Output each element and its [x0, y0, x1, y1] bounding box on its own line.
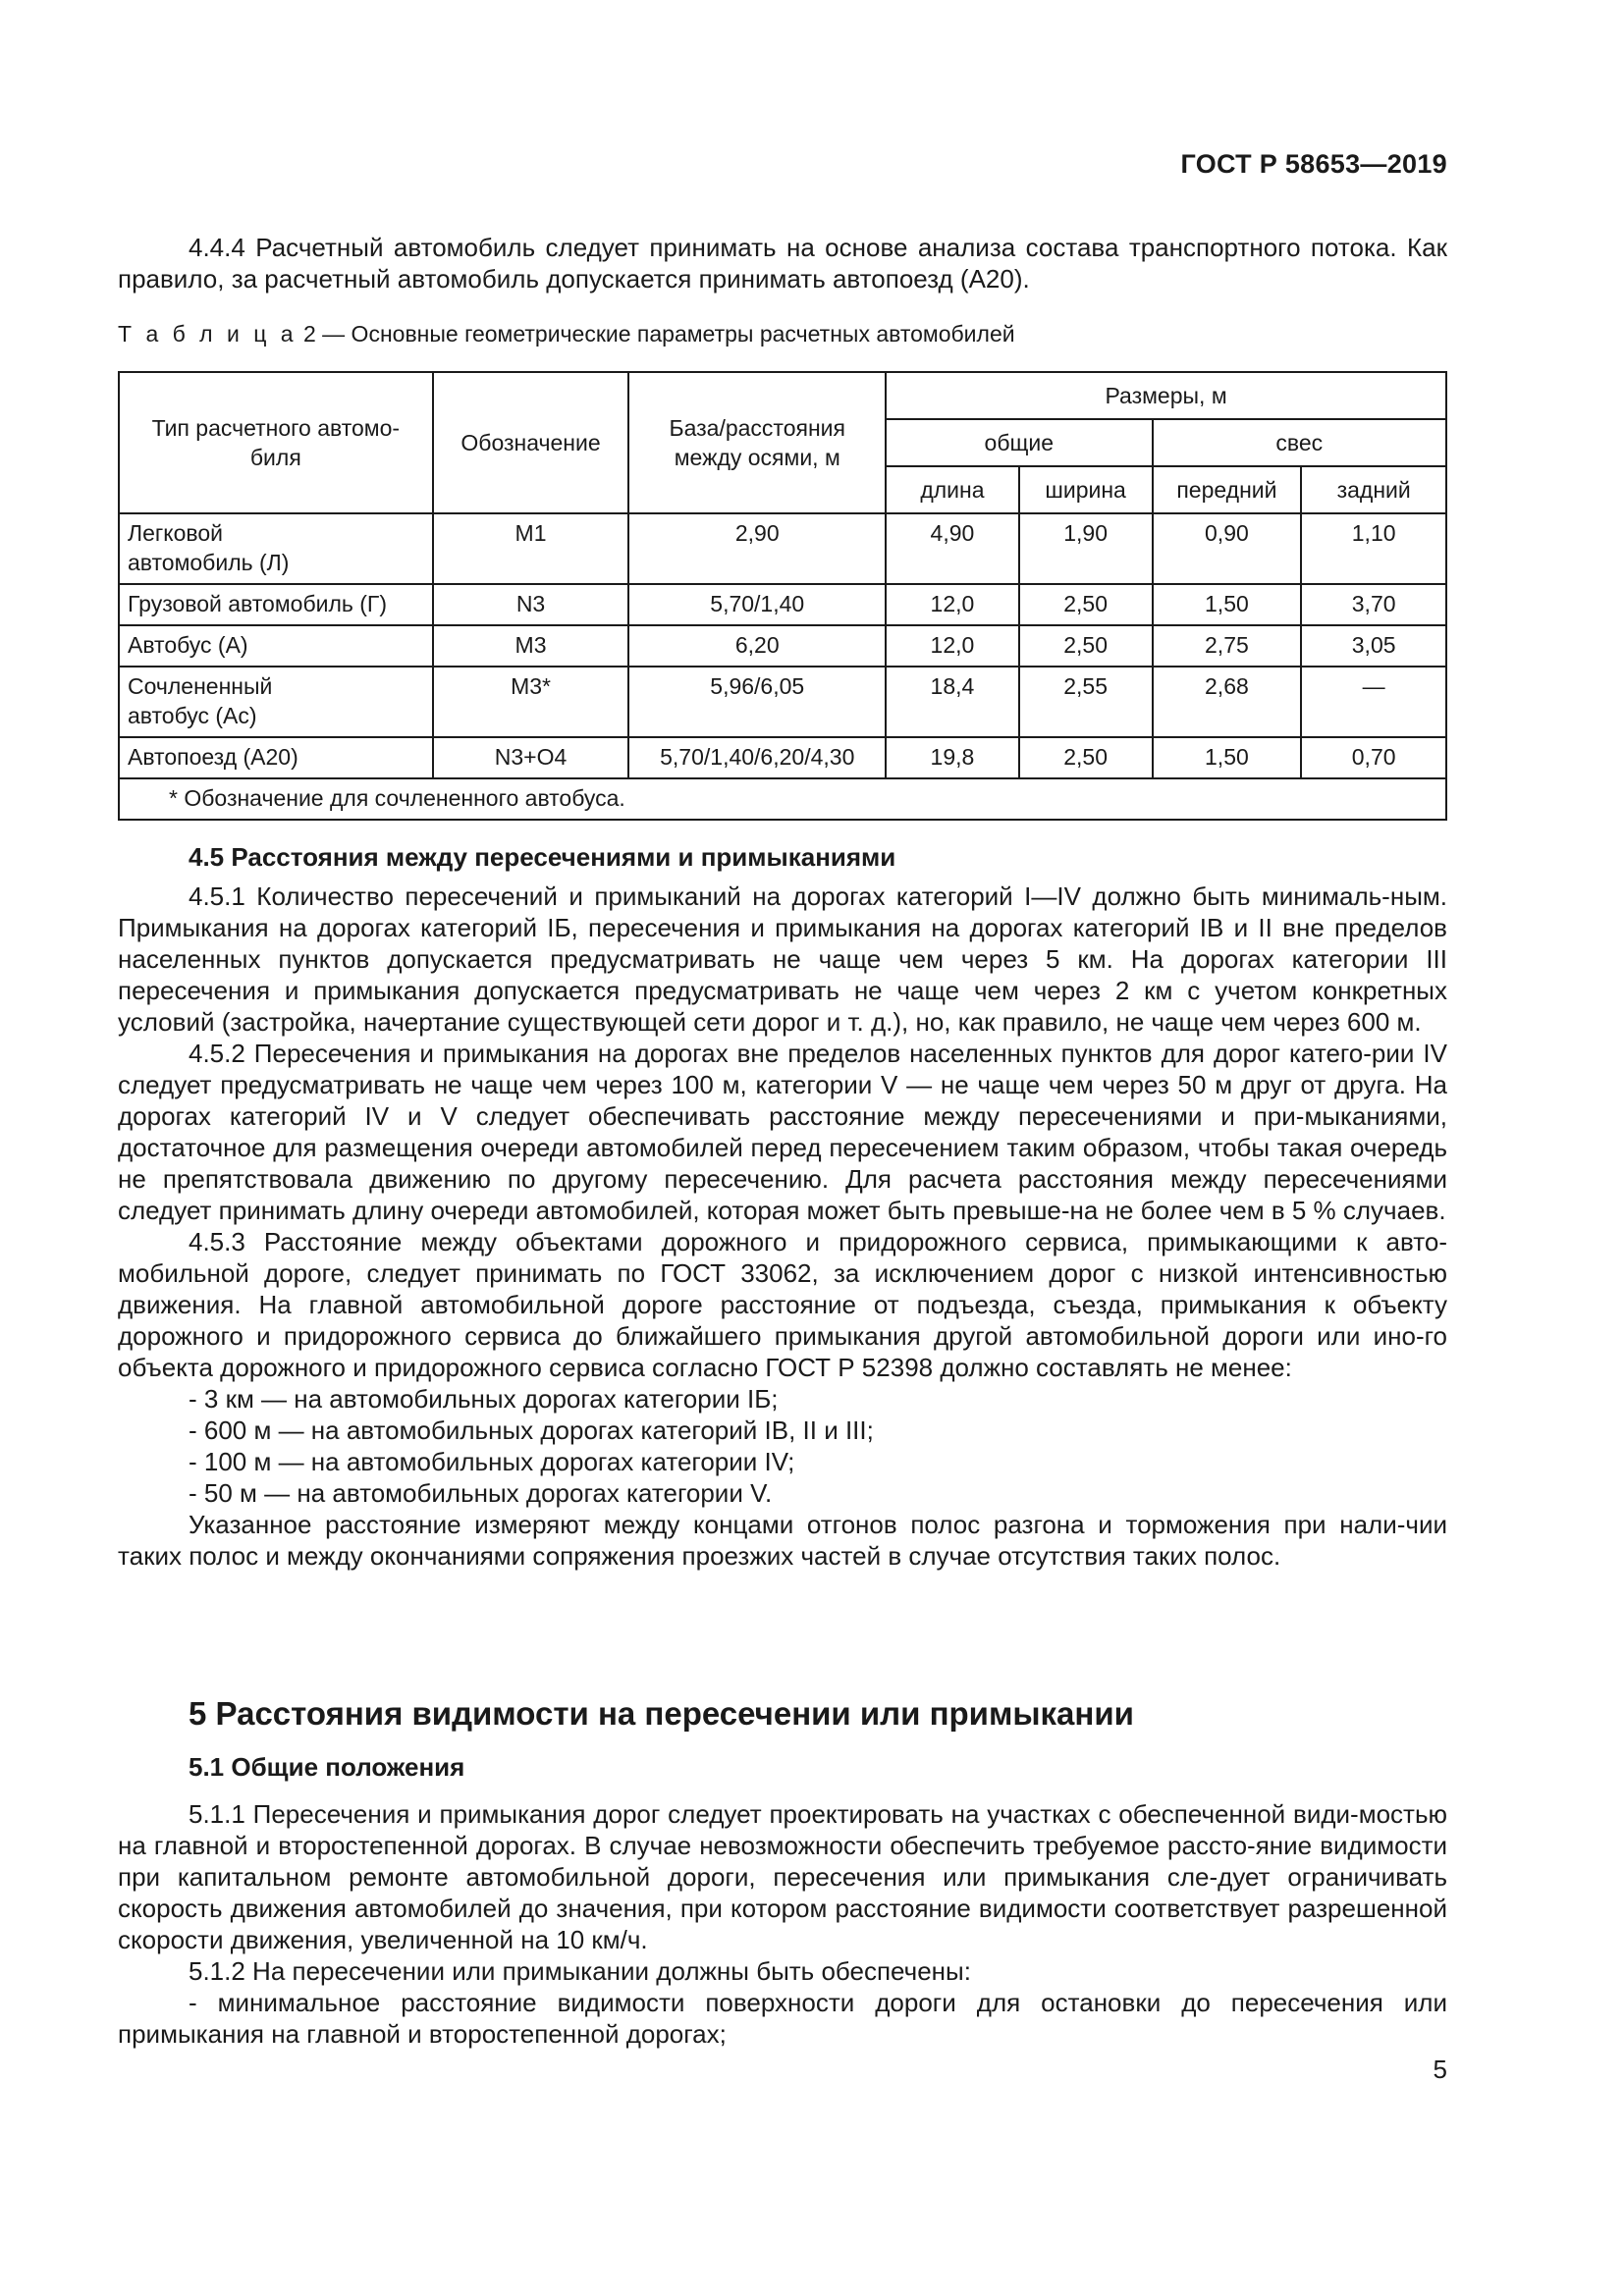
cell-length: 12,0 — [886, 584, 1019, 625]
cell-designation: N3+O4 — [433, 737, 629, 778]
cell-width: 1,90 — [1019, 513, 1153, 584]
cell-rear: 3,05 — [1301, 625, 1446, 667]
list-item: - 50 м — на автомобильных дорогах категории V. — [189, 1478, 773, 1508]
cell-front: 1,50 — [1153, 737, 1302, 778]
paragraph-after-list: Указанное расстояние измеряют между концами отгонов полос разгона и торможения при нали-чии таких полос и между окончаниями сопряжения проезжих частей в случае отсутствия таких полос. — [118, 1510, 1447, 1571]
table-row — [119, 513, 1446, 584]
header-width: ширина — [1019, 466, 1153, 513]
section-5 — [118, 1695, 1447, 2050]
cell-base: 5,96/6,05 — [628, 667, 886, 737]
cell-base: 5,70/1,40 — [628, 584, 886, 625]
cell-type: Автопоезд (А20) — [119, 737, 433, 778]
section-5-title: 5 Расстояния видимости на пересечении или примыкании — [189, 1695, 1134, 1732]
cell-width: 2,50 — [1019, 584, 1153, 625]
section-4-5 — [118, 841, 1447, 1572]
paragraph-4-5-2: 4.5.2 Пересечения и примыкания на дорогах вне пределов населенных пунктов для дорог катего-рии IV следует предусматривать не чаще чем через 100 м, категории V — не чаще чем через 50 м друг от друга. На дорогах категорий IV и V следует обеспечивать расстояние между пересечениями и при-мыканиями, достаточное для размещения очереди автомобилей перед пересечением таким образом, чтобы такая очередь не препятствовала движению по другому пересечению. Для расчета расстояния между пересечениями следует принимать длину очереди автомобилей, которая может быть превыше-на не более чем в 5 % случаев. — [118, 1039, 1447, 1225]
cell-length: 4,90 — [886, 513, 1019, 584]
table-caption — [118, 318, 1447, 349]
list-item: - 3 км — на автомобильных дорогах категории IБ; — [189, 1384, 779, 1414]
cell-designation: N3 — [433, 584, 629, 625]
cell-type: Сочлененный автобус (Ас) — [119, 667, 433, 737]
paragraph-4-5-3: 4.5.3 Расстояние между объектами дорожного и придорожного сервиса, примыкающими к авто-мобильной дороге, следует принимать по ГОСТ 33062, за исключением дорог с низкой интенсивностью движения. На главной автомобильной дороге расстояние от подъезда, съезда, примыкания к объекту дорожного и придорожного сервиса до ближайшего примыкания другой автомобильной дороги или ино-го объекта дорожного и придорожного сервиса согласно ГОСТ Р 52398 должно составлять не менее: — [118, 1227, 1447, 1382]
cell-front: 1,50 — [1153, 584, 1302, 625]
table-row — [119, 667, 1446, 737]
table-footnote: * Обозначение для сочлененного автобуса. — [119, 778, 1446, 820]
paragraph-4-5-1: 4.5.1 Количество пересечений и примыканий на дорогах категорий I—IV должно быть минималь-ным. Примыкания на дорогах категорий IБ, пересечения и примыкания на дорогах категорий IВ и II вне пределов населенных пунктов допускается предусматривать не чаще чем через 5 км. На дорогах категории III пересечения и примыкания допускается предусматривать не чаще чем через 2 км с учетом конкретных условий (застройка, начертание существующей сети дорог и т. д.), но, как правило, не чаще чем через 600 м. — [118, 881, 1447, 1037]
cell-length: 18,4 — [886, 667, 1019, 737]
header-overhang: свес — [1153, 419, 1446, 466]
cell-front: 0,90 — [1153, 513, 1302, 584]
cell-width: 2,50 — [1019, 625, 1153, 667]
table-caption-label: Т а б л и ц а — [118, 321, 298, 347]
table-footnote-row — [119, 778, 1446, 820]
list-item: - 100 м — на автомобильных дорогах категории IV; — [189, 1447, 795, 1476]
header-base: База/расстояния между осями, м — [628, 372, 886, 513]
document-header: ГОСТ Р 58653—2019 — [1180, 149, 1447, 179]
cell-front: 2,68 — [1153, 667, 1302, 737]
cell-designation: M1 — [433, 513, 629, 584]
cell-base: 6,20 — [628, 625, 886, 667]
list-item: - 600 м — на автомобильных дорогах категорий IВ, II и III; — [189, 1415, 874, 1445]
cell-type: Грузовой автомобиль (Г) — [119, 584, 433, 625]
cell-rear: 1,10 — [1301, 513, 1446, 584]
paragraph-4-4-4 — [118, 232, 1447, 294]
table-row — [119, 584, 1446, 625]
header-designation: Обозначение — [433, 372, 629, 513]
cell-length: 12,0 — [886, 625, 1019, 667]
header-rear: задний — [1301, 466, 1446, 513]
cell-width: 2,50 — [1019, 737, 1153, 778]
table-row — [119, 737, 1446, 778]
cell-rear: 3,70 — [1301, 584, 1446, 625]
cell-type: Легковой автомобиль (Л) — [119, 513, 433, 584]
paragraph-5-1-1: 5.1.1 Пересечения и примыкания дорог следует проектировать на участках с обеспеченной види-мостью на главной и второстепенной дорогах. В случае невозможности обеспечить требуемое рассто-яние видимости при капитальном ремонте автомобильной дороги, пересечения или примыкания сле-дует ограничивать скорость движения автомобилей до значения, при котором расстояние видимости соответствует разрешенной скорости движения, увеличенной на 10 км/ч. — [118, 1799, 1447, 1954]
vehicle-parameters-table — [118, 371, 1447, 821]
header-type: Тип расчетного автомо-биля — [119, 372, 433, 513]
cell-length: 19,8 — [886, 737, 1019, 778]
header-front: передний — [1153, 466, 1302, 513]
cell-type: Автобус (А) — [119, 625, 433, 667]
section-4-5-title: 4.5 Расстояния между пересечениями и примыканиями — [189, 842, 896, 872]
cell-width: 2,55 — [1019, 667, 1153, 737]
paragraph-5-1-2-item: - минимальное расстояние видимости поверхности дороги для остановки до пересечения или примыкания на главной и второстепенной дорогах; — [118, 1988, 1447, 2049]
cell-rear: 0,70 — [1301, 737, 1446, 778]
page-number: 5 — [1433, 2055, 1447, 2084]
cell-designation: M3 — [433, 625, 629, 667]
paragraph-text: 4.4.4 Расчетный автомобиль следует принимать на основе анализа состава транспортного потока. Как правило, за расчетный автомобиль допускается принимать автопоезд (А20). — [118, 233, 1447, 294]
cell-designation: M3* — [433, 667, 629, 737]
table-row — [119, 625, 1446, 667]
cell-front: 2,75 — [1153, 625, 1302, 667]
section-5-1-title: 5.1 Общие положения — [189, 1752, 465, 1782]
header-length: длина — [886, 466, 1019, 513]
cell-base: 5,70/1,40/6,20/4,30 — [628, 737, 886, 778]
table-caption-text: 2 — Основные геометрические параметры расчетных автомобилей — [297, 321, 1015, 347]
header-sizes: Размеры, м — [886, 372, 1446, 419]
header-overall: общие — [886, 419, 1152, 466]
paragraph-5-1-2: 5.1.2 На пересечении или примыкании должны быть обеспечены: — [189, 1956, 971, 1986]
cell-rear: — — [1301, 667, 1446, 737]
cell-base: 2,90 — [628, 513, 886, 584]
